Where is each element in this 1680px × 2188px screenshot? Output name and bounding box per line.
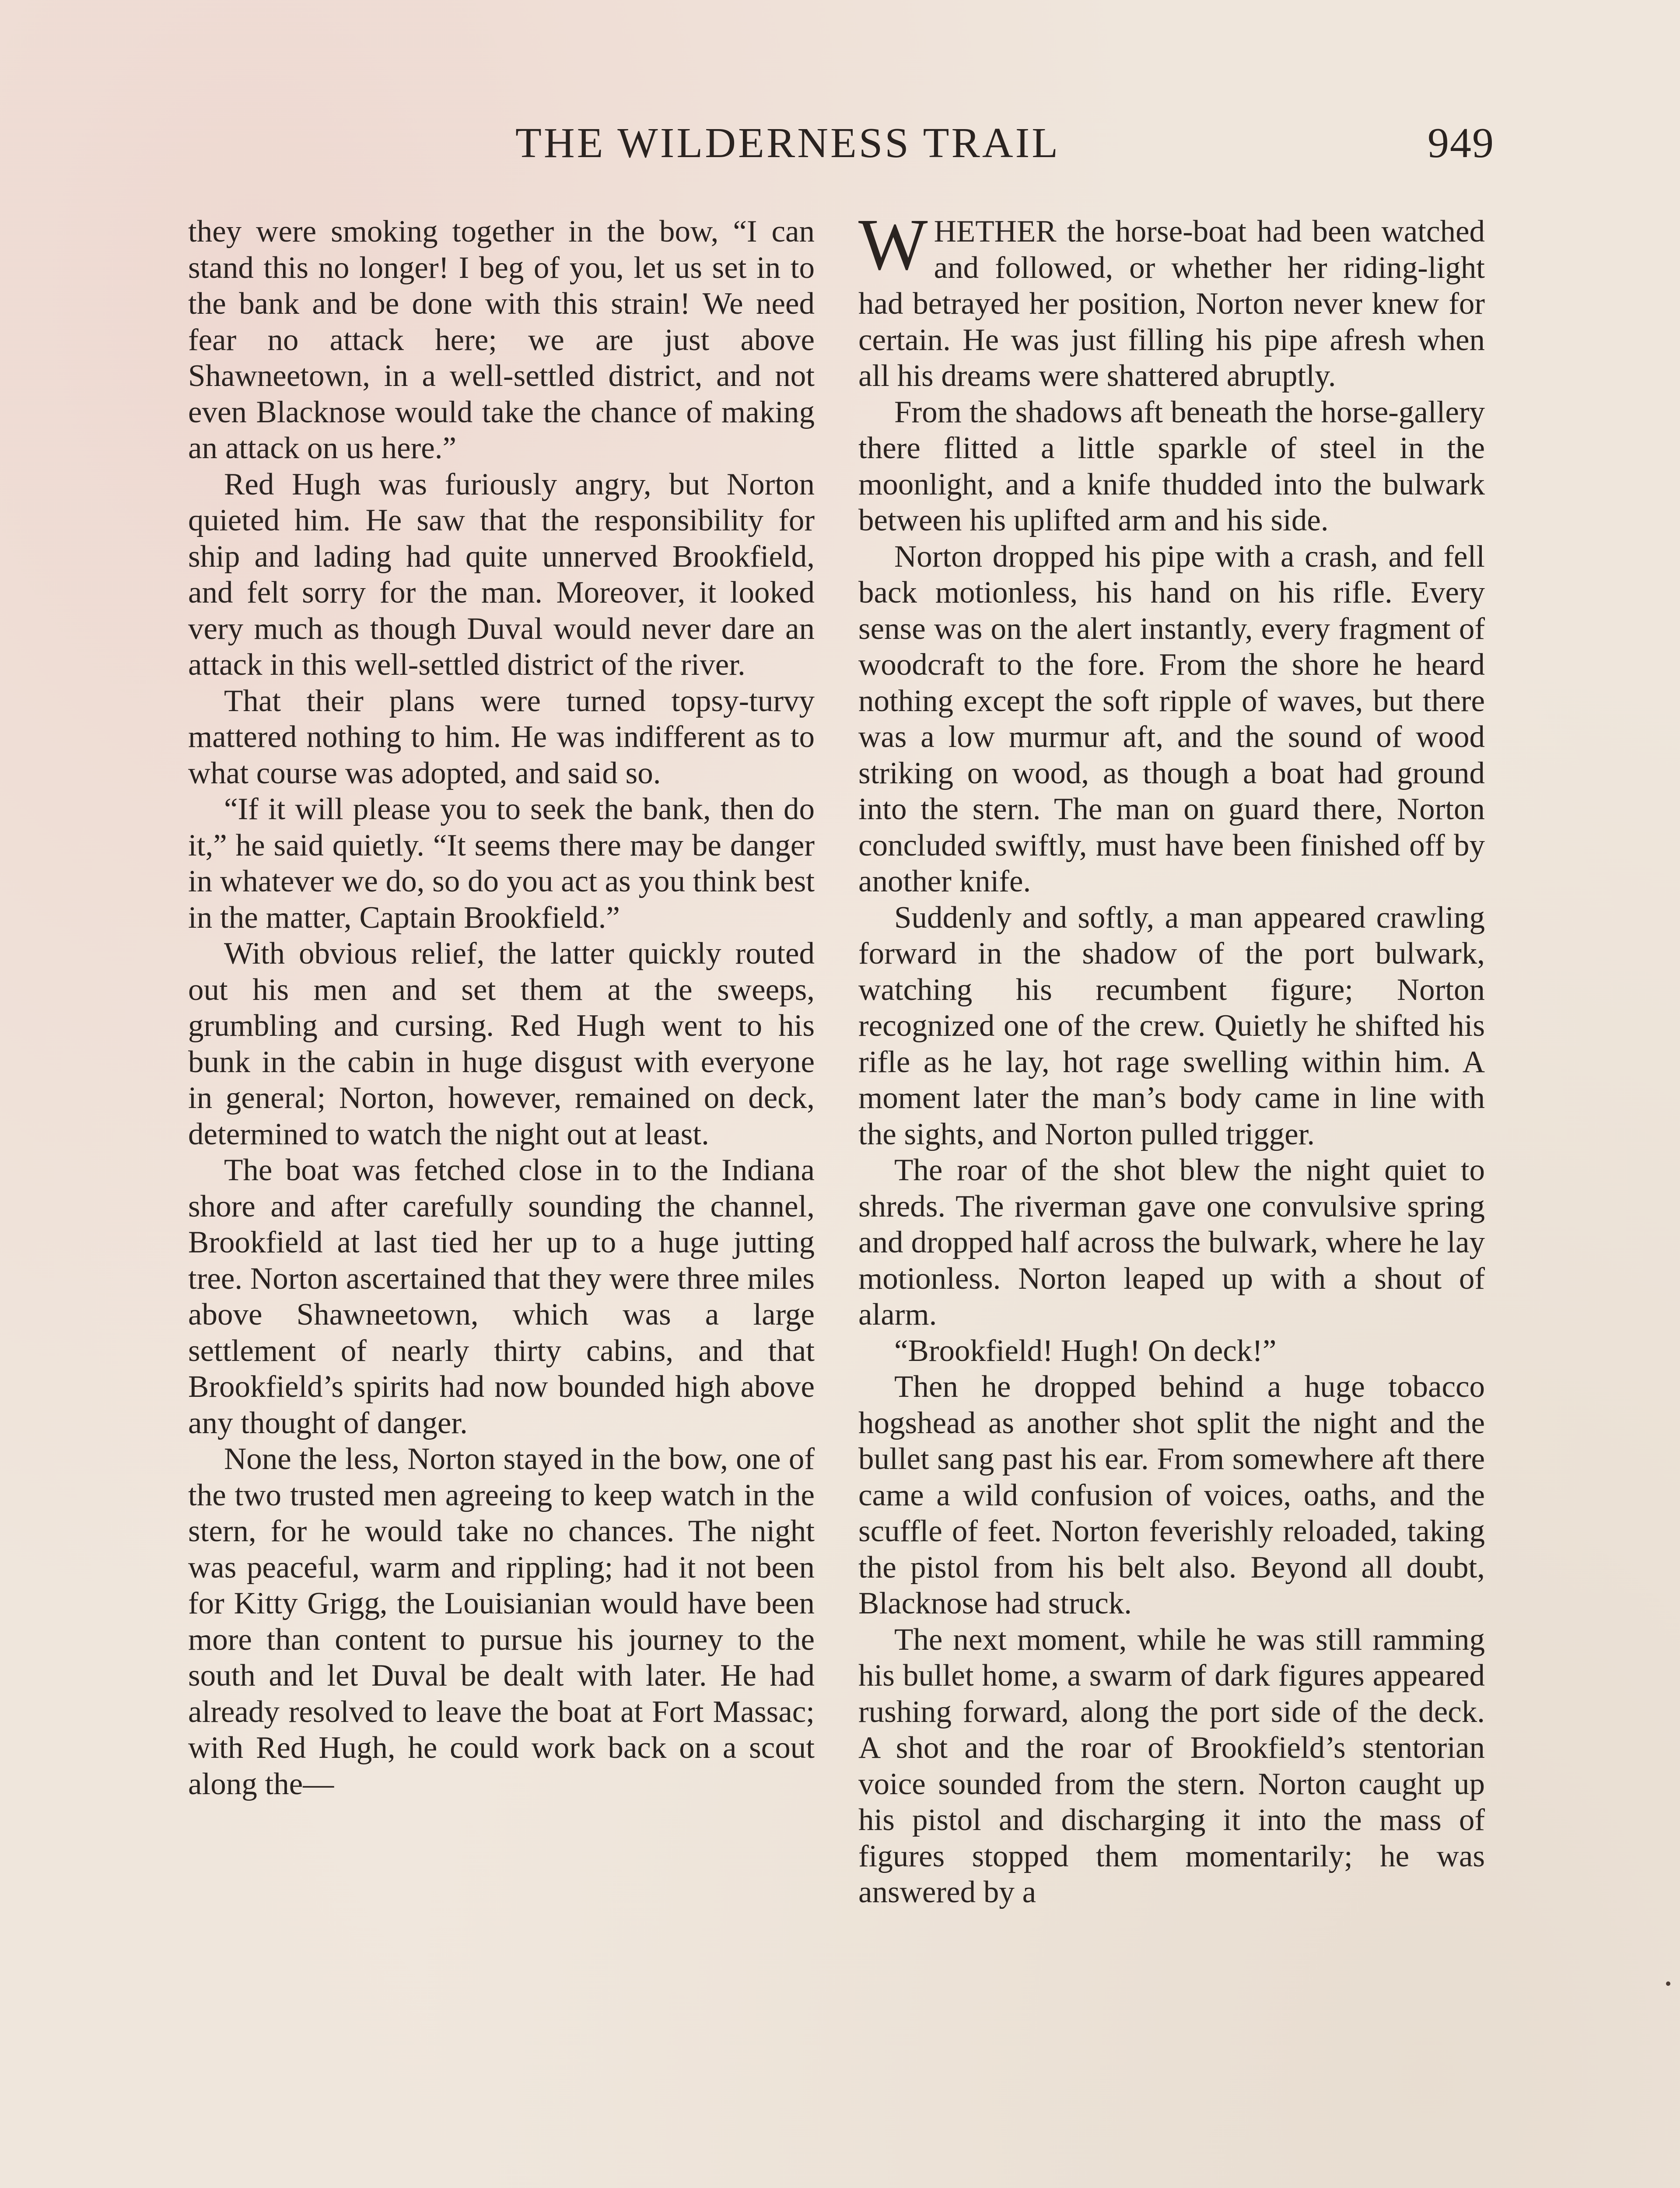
paragraph: That their plans were turned topsy-turvy mattered nothing to him. He was indifferent as to what course was adopted, and said so. xyxy=(188,684,815,790)
paragraph: Norton dropped his pipe with a crash, and fell back motionless, his hand on his rifle. Every sense was on the alert instantly, every fragment of woodcraft to the fore. From the shore he heard nothing except the soft ripple of waves, but there was a low murmur aft, and the sound of wood striking on wood, as though a boat had ground into the stern. The man on guard there, Norton concluded swiftly, must have been finished off by another knife. xyxy=(858,539,1485,898)
paragraph: With obvious relief, the latter quickly routed out his men and set them at the sweeps, grumbling and cursing. Red Hugh went to his bunk in the cabin in huge disgust with everyone in general; Norton, however, remained on deck, determined to watch the night out at least. xyxy=(188,936,815,1151)
left-column xyxy=(188,214,815,1802)
paragraph: The boat was fetched close in to the Indiana shore and after carefully sounding the channel, Brookfield at last tied her up to a huge jutting tree. Norton ascertained that they were three miles above Shawneetown, which was a large settlement of nearly thirty cabins, and that Brookfield’s spirits had now bounded high above any thought of danger. xyxy=(188,1153,815,1440)
page-number: 949 xyxy=(1428,119,1494,167)
running-head: THE WILDERNESS TRAIL xyxy=(515,119,1060,167)
right-column xyxy=(858,204,1485,1911)
paragraph: The roar of the shot blew the night quiet to shreds. The riverman gave one convulsive spring and dropped half across the bulwark, where he lay motionless. Norton leaped up with a shout of alarm. xyxy=(858,1153,1485,1332)
paragraph: they were smoking together in the bow, “I can stand this no longer! I beg of you, let us set in to the bank and be done with this strain! We need fear no attack here; we are just above Shawneetown, in a well-settled district, and not even Blacknose would take the chance of making an attack on us here.” xyxy=(188,214,815,465)
opening-paragraph xyxy=(858,204,1485,394)
drop-cap: W xyxy=(858,204,928,285)
opening-paragraph-text: HETHER the horse-boat had been watched and followed, or whether her riding-light had betrayed her position, Norton never knew for certain. He was just filling his pipe afresh when all his dreams were shattered abruptly. xyxy=(858,214,1485,393)
paragraph: Then he dropped behind a huge tobacco hogshead as another shot split the night and the bullet sang past his ear. From somewhere aft there came a wild confusion of voices, oaths, and the scuffle of feet. Norton feverishly reloaded, taking the pistol from his belt also. Beyond all doubt, Blacknose had struck. xyxy=(858,1370,1485,1620)
ink-speck xyxy=(1666,1981,1670,1986)
paragraph: From the shadows aft beneath the horse-gallery there flitted a little sparkle of steel in the moonlight, and a knife thudded into the bulwark between his uplifted arm and his side. xyxy=(858,395,1485,537)
paragraph: The next moment, while he was still ramming his bullet home, a swarm of dark figures appeared rushing forward, along the port side of the deck. A shot and the roar of Brookfield’s stentorian voice sounded from the stern. Norton caught up his pistol and discharging it into the mass of figures stopped them momentarily; he was answered by a xyxy=(858,1622,1485,1909)
paragraph: Red Hugh was furiously angry, but Norton quieted him. He saw that the responsibility for ship and lading had quite unnerved Brookfield, and felt sorry for the man. Moreover, it looked very much as though Duval would never dare an attack in this well-settled district of the river. xyxy=(188,467,815,682)
paragraph: “If it will please you to seek the bank, then do it,” he said quietly. “It seems there may be danger in whatever we do, so do you act as you think best in the matter, Captain Brookfield.” xyxy=(188,792,815,935)
paragraph: None the less, Norton stayed in the bow, one of the two trusted men agreeing to keep watch in the stern, for he would take no chances. The night was peaceful, warm and rippling; had it not been for Kitty Grigg, the Louisianian would have been more than content to pursue his journey to the south and let Duval be dealt with later. He had already resolved to leave the boat at Fort Massac; with Red Hugh, he could work back on a scout along the— xyxy=(188,1442,815,1801)
paragraph: “Brookfield! Hugh! On deck!” xyxy=(894,1333,1277,1368)
paragraph: Suddenly and softly, a man appeared crawling forward in the shadow of the port bulwark, watching his recumbent figure; Norton recognized one of the crew. Quietly he shifted his rifle as he lay, hot rage swelling within him. A moment later the man’s body came in line with the sights, and Norton pulled trigger. xyxy=(858,900,1485,1151)
